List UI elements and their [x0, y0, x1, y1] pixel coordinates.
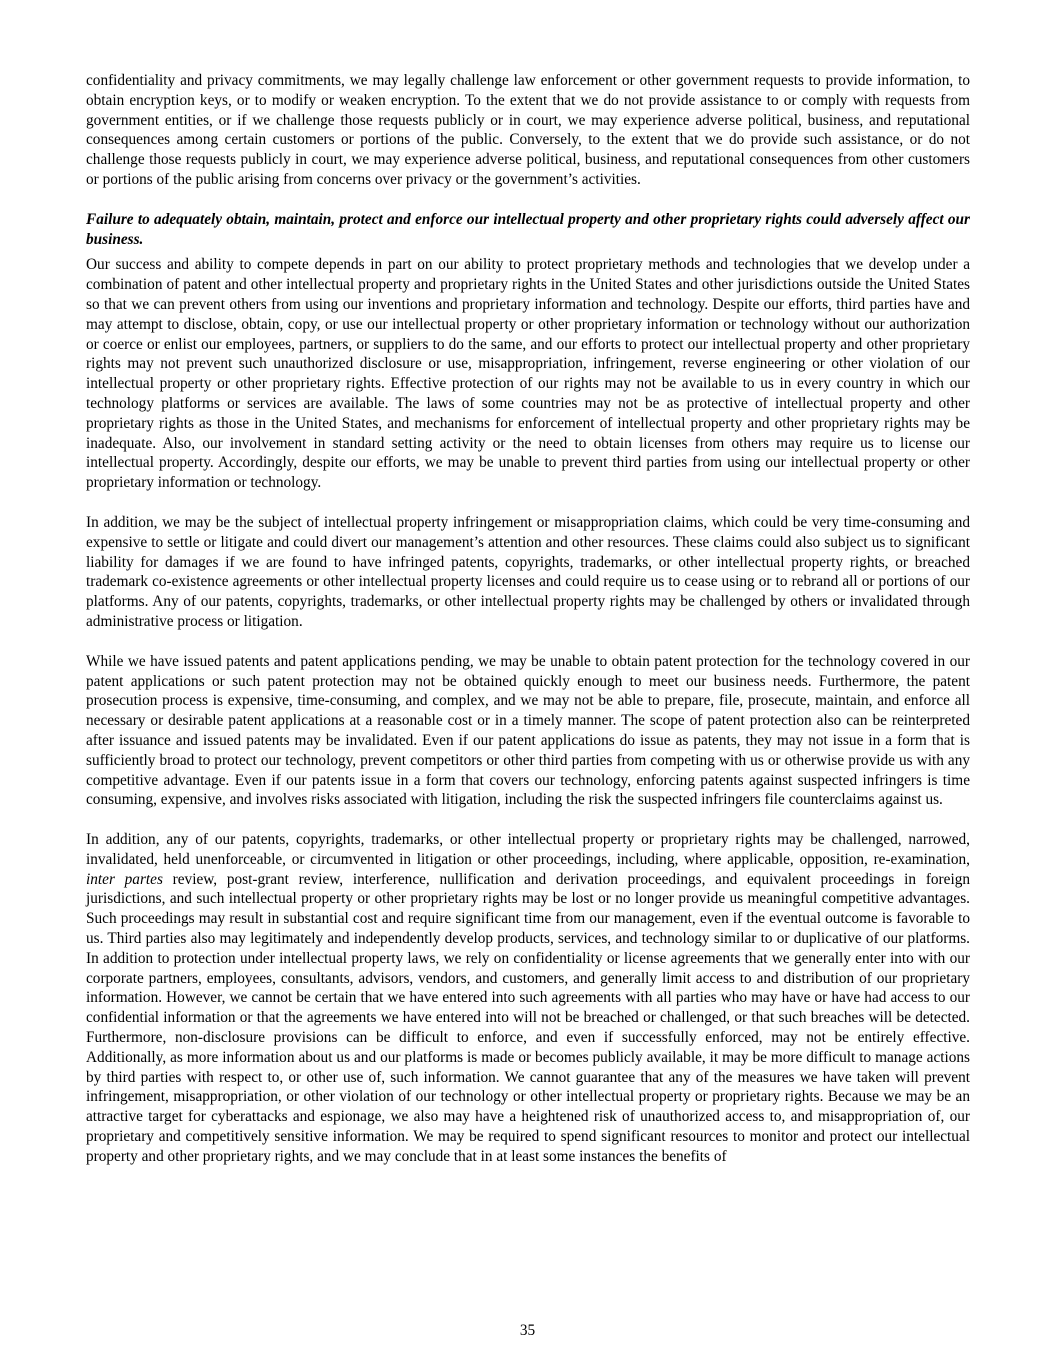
paragraph-1: Our success and ability to compete depends in part on our ability to protect proprietary methods and technologies that we develop under a combination of patent and other intellectual property and proprietary rights in the United States and other jurisdictions outside the United States so that we can prevent others from using our inventions and proprietary information and technology. Despite our efforts, third parties have and may attempt to disclose, obtain, copy, or use our intellectual property or other proprietary information or technology without our authorization or coerce or enlist our employees, partners, or suppliers to do the same, and our efforts to protect our intellectual property and other proprietary rights may not prevent such unauthorized disclosure or use, misappropriation, infringement, reverse engineering or other violation of our intellectual property or other proprietary rights. Effective protection of our rights may not be available to us in every country in which our technology platforms or services are available. The laws of some countries may not be as protective of intellectual property and other proprietary rights as those in the United States, and mechanisms for enforcement of intellectual property and other proprietary rights may be inadequate. Also, our involvement in standard setting activity or the need to obtain licenses from others may require us to license our intellectual property. Accordingly, despite our efforts, we may be unable to prevent third parties from using our intellectual property or other proprietary information or technology.	[86, 256, 970, 492]
document-body	[86, 71, 970, 1167]
page-number: 35	[519, 1322, 536, 1339]
paragraph-4	[86, 830, 970, 1167]
paragraph-4-italic-term: inter partes	[86, 870, 163, 888]
paragraph-4-text-after: review, post-grant review, interference, nullification and derivation proceedings, and equivalent proceedings in foreign jurisdictions, and such intellectual property or other proprietary rights may be lost or no longer provide us meaningful competitive advantages. Such proceedings may result in substantial cost and require significant time from our management, even if the eventual outcome is favorable to us. Third parties also may legitimately and independently develop products, services, and technology similar to or duplicative of our platforms. In addition to protection under intellectual property laws, we rely on confidentiality or license agreements that we generally enter into with our corporate partners, employees, consultants, advisors, vendors, and customers, and generally limit access to and distribution of our proprietary information. However, we cannot be certain that we have entered into such agreements with all parties who may have or have had access to our confidential information or that the agreements we have entered into will not be breached or challenged, or that such breaches will be detected. Furthermore, non-disclosure provisions can be difficult to enforce, and even if successfully enforced, may not be entirely effective. Additionally, as more information about us and our platforms is made or becomes publicly available, it may be more difficult to manage actions by third parties with respect to, or other use of, such information. We cannot guarantee that any of the measures we have taken will prevent infringement, misappropriation, or other violation of our technology or other intellectual property or proprietary rights. Because we may be an attractive target for cyberattacks and espionage, we also may have a heightened risk of unauthorized access to, and misappropriation of, our proprietary and competitively sensitive information. We may be required to spend significant resources to monitor and protect our intellectual property and other proprietary rights, and we may conclude that in at least some instances the benefits of	[86, 870, 970, 1165]
paragraph-2: In addition, we may be the subject of intellectual property infringement or misappropriation claims, which could be very time-consuming and expensive to settle or litigate and could divert our management’s attention and other resources. These claims could also subject us to significant liability for damages if we are found to have infringed patents, copyrights, trademarks, or other intellectual property rights, or breached trademark co-existence agreements or other intellectual property licenses and could require us to cease using or to rebrand all or portions of our platforms. Any of our patents, copyrights, trademarks, or other intellectual property rights may be challenged by others or invalidated through administrative process or litigation.	[86, 513, 970, 630]
paragraph-3: While we have issued patents and patent applications pending, we may be unable to obtain patent protection for the technology covered in our patent applications or such patent protection may not be obtained quickly enough to meet our business needs. Furthermore, the patent prosecution process is expensive, time-consuming, and complex, and we may not be able to prepare, file, prosecute, maintain, and enforce all necessary or desirable patent applications at a reasonable cost or in a timely manner. The scope of patent protection also can be reinterpreted after issuance and issued patents may be invalidated. Even if our patent applications do issue as patents, they may not issue in a form that is sufficiently broad to protect our technology, prevent competitors or other third parties from competing with us or otherwise provide us with any competitive advantage. Even if our patents issue in a form that covers our technology, enforcing patents against suspected infringers is time consuming, expensive, and involves risks associated with litigation, including the risk the suspected infringers file counterclaims against us.	[86, 652, 970, 809]
section-heading: Failure to adequately obtain, maintain, protect and enforce our intellectual property and other proprietary rights could adversely affect our business.	[86, 210, 970, 248]
paragraph-4-text-before: In addition, any of our patents, copyrights, trademarks, or other intellectual property or proprietary rights may be challenged, narrowed, invalidated, held unenforceable, or circumvented in litigation or other proceedings, including, where applicable, opposition, re-examination,	[86, 831, 970, 868]
paragraph-intro: confidentiality and privacy commitments, we may legally challenge law enforcement or other government requests to provide information, to obtain encryption keys, or to modify or weaken encryption. To the extent that we do not provide assistance to or comply with requests from government entities, or if we challenge those requests publicly or in court, we may experience adverse political, business, and reputational consequences among certain customers or portions of the public. Conversely, to the extent that we do provide such assistance, or do not challenge those requests publicly in court, we may experience adverse political, business, and reputational consequences from other customers or portions of the public arising from concerns over privacy or the government’s activities.	[86, 72, 970, 188]
